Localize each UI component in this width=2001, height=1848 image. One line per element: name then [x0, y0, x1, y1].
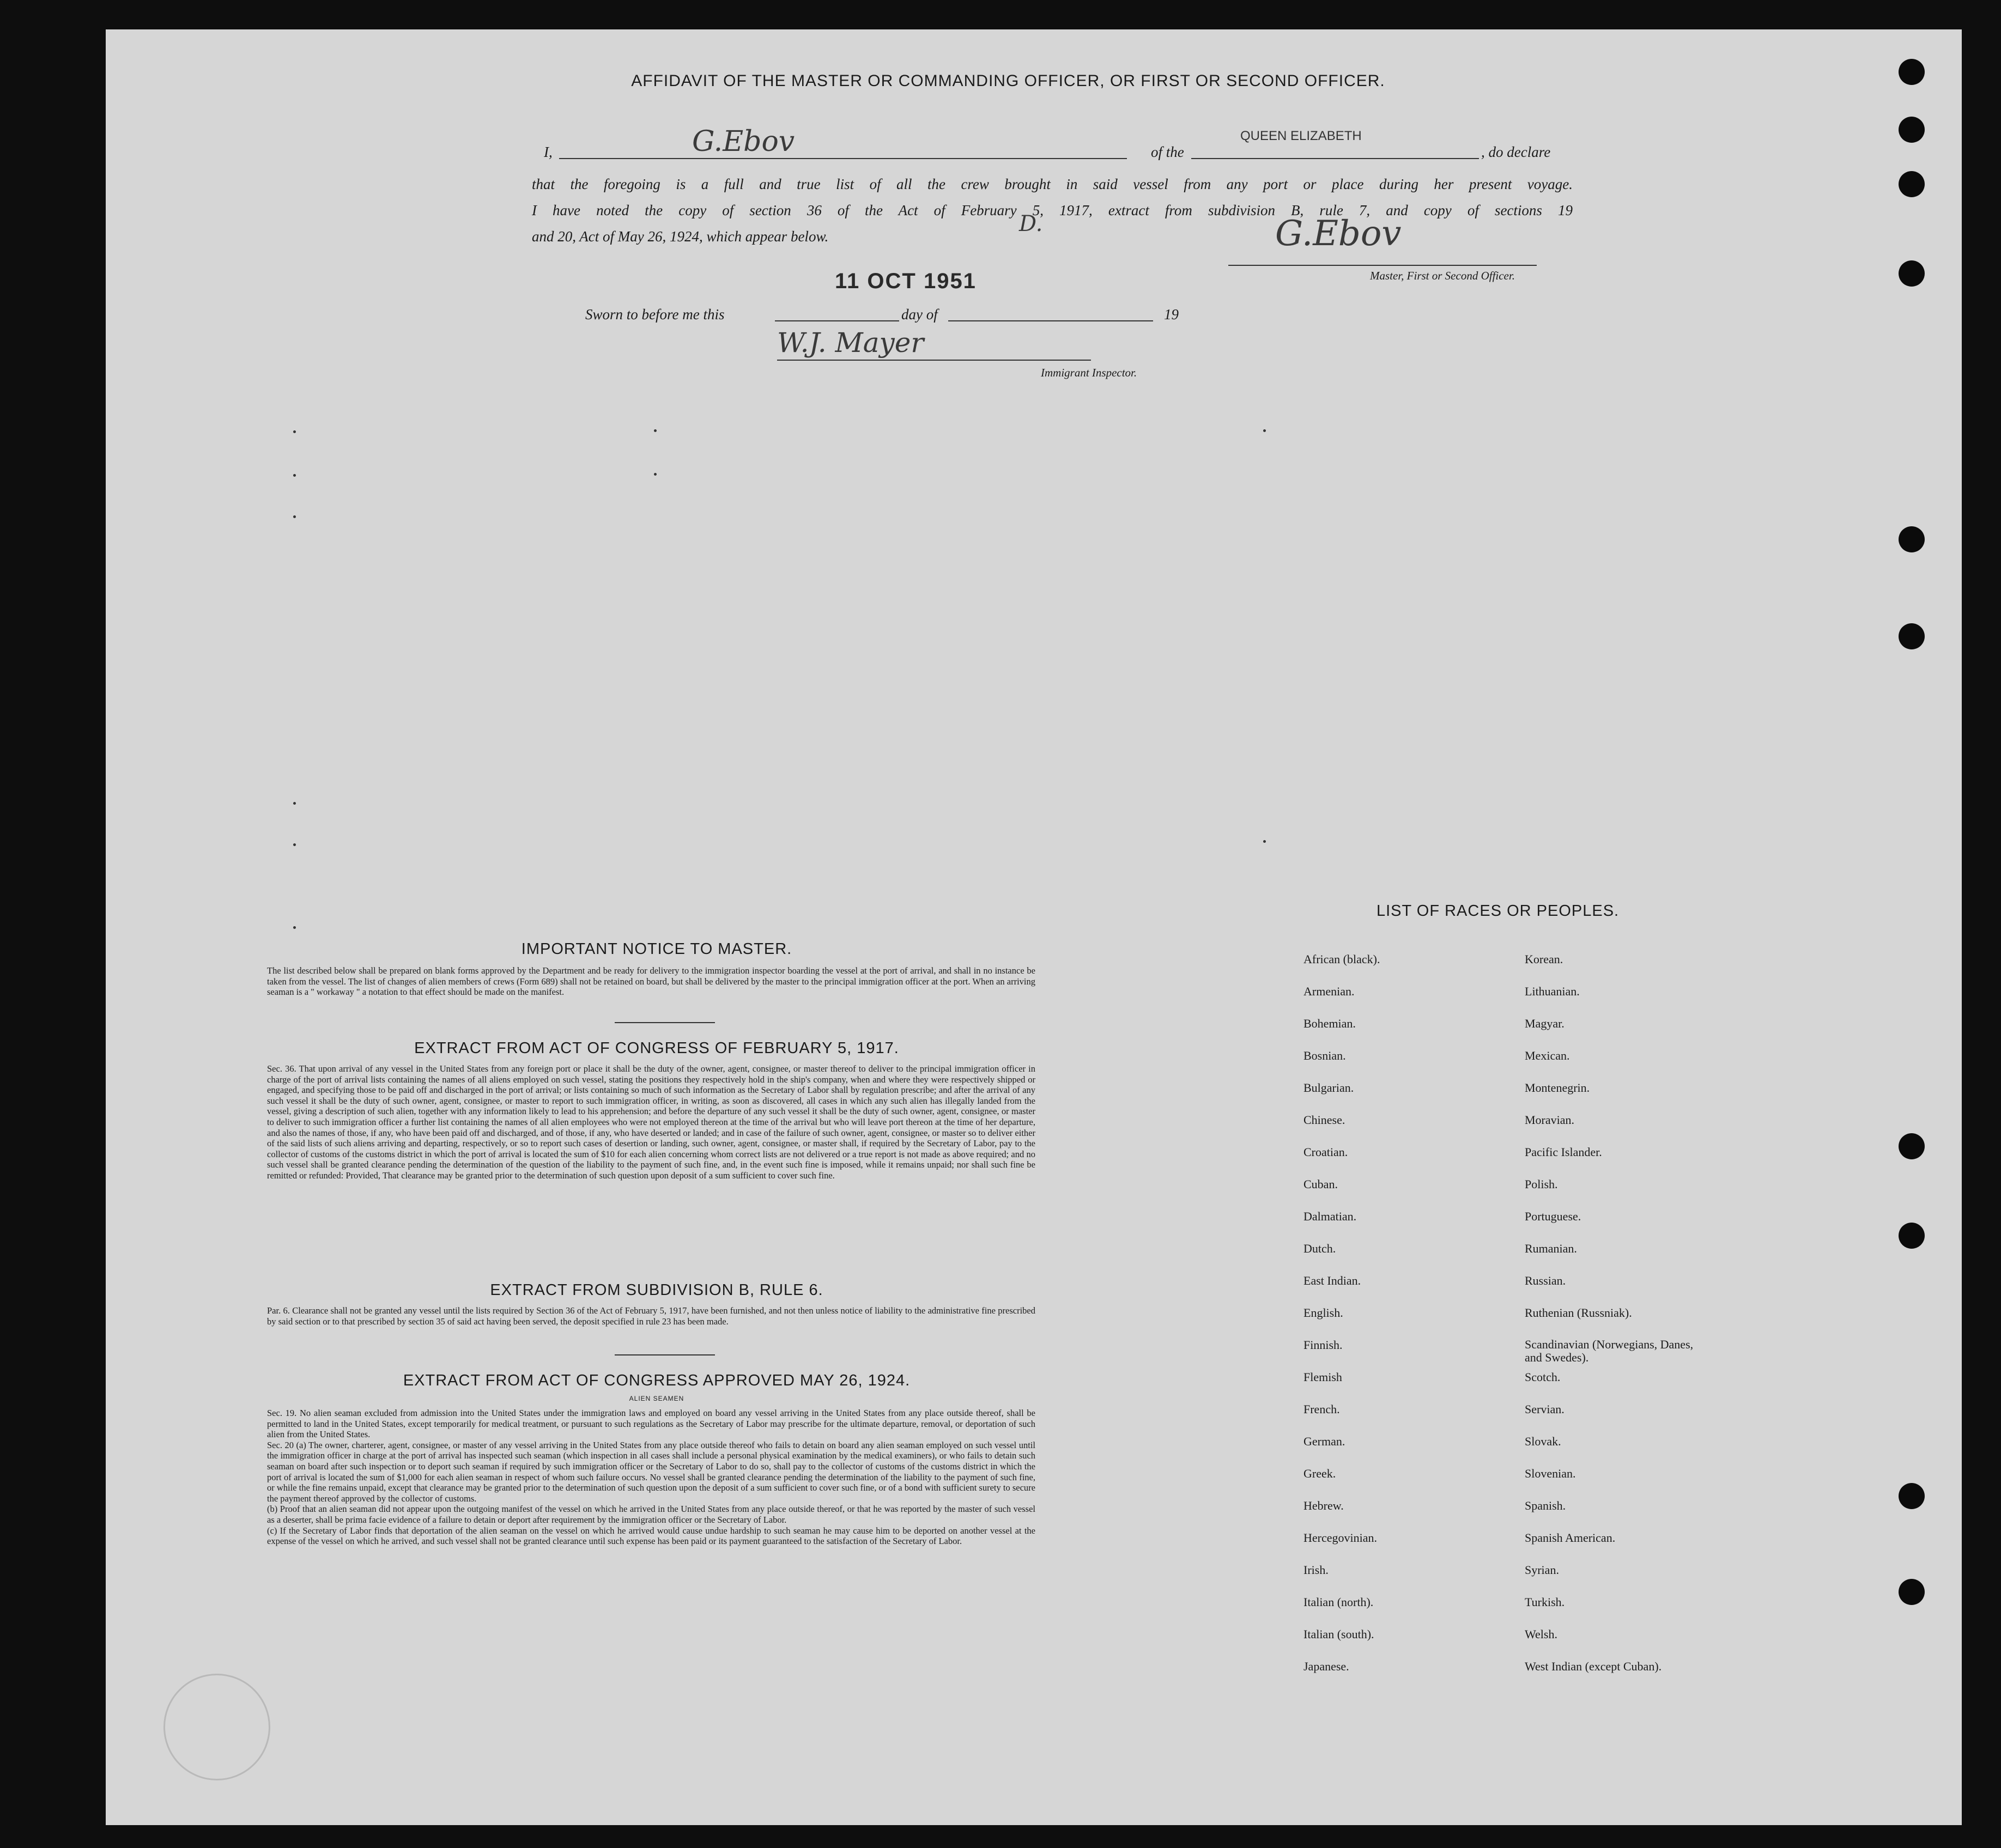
punch-hole — [1899, 260, 1925, 287]
punch-hole — [1899, 1579, 1925, 1605]
year-prefix: 19 — [1164, 306, 1179, 323]
vessel-name-line — [1191, 158, 1479, 159]
race-item: Scotch. — [1525, 1370, 1561, 1384]
affidavit-line-1: that the foregoing is a full and true list of all the crew brought in said vessel from any port or place during her present voyage. — [532, 176, 1573, 192]
punch-hole — [1899, 117, 1925, 143]
race-item: East Indian. — [1303, 1274, 1361, 1287]
race-item: Portuguese. — [1525, 1209, 1581, 1223]
guide-dot — [293, 474, 296, 477]
race-item: Croatian. — [1303, 1145, 1348, 1159]
race-item: Ruthenian (Russniak). — [1525, 1306, 1632, 1320]
affidavit-i: I, — [544, 144, 553, 160]
notice-heading: IMPORTANT NOTICE TO MASTER. — [521, 940, 792, 958]
day-of-label: day of — [901, 306, 938, 323]
affidavit-line-2: I have noted the copy of section 36 of the Act of February 5, 1917, extract from subdivision B, rule 7, and copy of sections 19 — [532, 202, 1573, 218]
race-item: Japanese. — [1303, 1659, 1349, 1673]
race-item: Bosnian. — [1303, 1049, 1346, 1062]
act-1924-sec20b: (b) Proof that an alien seaman did not appear upon the outgoing manifest of the vessel on which he arrived in the United States from any place outside thereof, or that he was reported by the master of such vessel as a deserter, shall be prima facie evidence of a failure to detain or deport after requirement by the immigration officer or the Secretary of Labor. — [267, 1504, 1035, 1525]
race-item: Slovenian. — [1525, 1467, 1576, 1480]
officer-signature: G.Ebov — [1275, 214, 1402, 254]
punch-hole — [1899, 59, 1925, 85]
affidavit-line-3: and 20, Act of May 26, 1924, which appear below. — [532, 228, 829, 245]
act-1924-sec20a: Sec. 20 (a) The owner, charterer, agent, consignee, or master of any vessel arriving in the United States from any place outside thereof who fails to detain on board any alien seaman employed on such vessel until the immigration officer in charge at the port of arrival has inspected such seaman (which inspection in all cases shall include a personal physical examination by the medical examiners), or who fails to detain such seaman on board after such inspection or to deport such seaman if required by such immigration officer or the Secretary of Labor to do so, shall pay to the collector of customs of the customs district in which the port of arrival is located the sum of $1,000 for each alien seaman in respect of whom such failure occurs. No vessel shall be granted clearance pending the determination of the liability to the payment of such fine, or while the fine remains unpaid, except that clearance may be granted prior to the determination of such question upon the deposit of a sum sufficient to cover such fine, or of a bond with sufficient surety to secure the payment thereof approved by the collector of customs. — [267, 1439, 1035, 1504]
race-item: Flemish — [1303, 1370, 1342, 1384]
race-item: English. — [1303, 1306, 1343, 1320]
guide-dot — [1263, 429, 1266, 432]
race-item: Italian (north). — [1303, 1595, 1374, 1609]
subdivision-heading: EXTRACT FROM SUBDIVISION B, RULE 6. — [490, 1281, 823, 1299]
race-item: Magyar. — [1525, 1017, 1565, 1030]
race-item: Bulgarian. — [1303, 1081, 1354, 1095]
race-item: Rumanian. — [1525, 1242, 1577, 1255]
master-signature: G.Ebov — [692, 125, 795, 158]
inspector-caption: Immigrant Inspector. — [1041, 366, 1137, 379]
punch-hole — [1899, 623, 1925, 649]
guide-dot — [654, 429, 657, 432]
race-item: Slovak. — [1525, 1434, 1561, 1448]
punch-hole — [1899, 171, 1925, 197]
race-item: Finnish. — [1303, 1338, 1343, 1352]
sworn-label: Sworn to before me this — [585, 306, 725, 323]
race-item: African (black). — [1303, 952, 1380, 966]
race-item: Dutch. — [1303, 1242, 1336, 1255]
act-1917-heading: EXTRACT FROM ACT OF CONGRESS OF FEBRUARY 5, 1917. — [414, 1040, 899, 1057]
punch-hole — [1899, 526, 1925, 552]
sworn-month-line — [948, 320, 1153, 321]
officer-caption: Master, First or Second Officer. — [1370, 269, 1515, 282]
subdivision-text: Par. 6. Clearance shall not be granted any vessel until the lists required by Section 36 of the Act of February 5, 1917, have been furnished, and not then unless notice of liability to the administrative fine prescribed by said section or to that prescribed by section 35 of said act having been served, the deposit specified in rule 23 has been made. — [267, 1305, 1035, 1327]
punch-hole — [1899, 1483, 1925, 1509]
race-item: Hercegovinian. — [1303, 1531, 1377, 1545]
race-item: Pacific Islander. — [1525, 1145, 1602, 1159]
race-item: Servian. — [1525, 1402, 1565, 1416]
guide-dot — [293, 430, 296, 433]
guide-dot — [293, 926, 296, 929]
race-item: West Indian (except Cuban). — [1525, 1659, 1662, 1673]
race-item: French. — [1303, 1402, 1340, 1416]
master-name-line — [559, 158, 1127, 159]
race-item: Scandinavian (Norwegians, Danes, and Swedes). — [1525, 1338, 1694, 1364]
race-item: Irish. — [1303, 1563, 1329, 1577]
notice-text: The list described below shall be prepared on blank forms approved by the Department and be ready for delivery to the immigration inspector boarding the vessel at the port of arrival, and shall in no instance be taken from the vessel. The list of changes of alien members of crews (Form 689) shall not be retained on board, but shall be delivered by the master to the principal immigration officer at the port. When an arriving seaman is a " workaway " a notation to that effect should be made on the manifest. — [267, 965, 1035, 998]
punch-hole — [1899, 1223, 1925, 1249]
divider — [615, 1022, 715, 1023]
faint-seal — [163, 1674, 270, 1780]
race-item: Armenian. — [1303, 984, 1355, 998]
divider — [615, 1354, 715, 1355]
initials-mark: D. — [1019, 211, 1043, 236]
race-item: Russian. — [1525, 1274, 1566, 1287]
affidavit-body — [532, 171, 1573, 250]
officer-signature-line — [1228, 265, 1537, 266]
race-item: Dalmatian. — [1303, 1209, 1357, 1223]
race-item: Hebrew. — [1303, 1499, 1344, 1512]
races-heading: LIST OF RACES OR PEOPLES. — [1377, 902, 1620, 920]
act-1917-text: Sec. 36. That upon arrival of any vessel in the United States from any foreign port or place it shall be the duty of the owner, agent, consignee, or master thereof to deliver to the principal immigration officer in charge of the port of arrival lists containing the names of all aliens employed on such vessel, stating the positions they respectively hold in the ship's company, when and where they were respectively shipped or engaged, and specifying those to be paid off and discharged in the port of arrival; or lists containing so much of such information as the Secretary of Labor shall by regulation prescribe; and after the arrival of any such vessel it shall be the duty of such owner, agent, consignee, or master to report to such immigration officer, in writing, as soon as discovered, all cases in which any such alien has illegally landed from the vessel, giving a description of such alien, together with any information likely to lead to his apprehension; and before the departure of any such vessel it shall be the duty of such owner, agent, consignee, or master to deliver to such immigration officer a further list containing the names of all alien employees who were not employed thereon at the time of the arrival but who will leave port thereon at the time of her departure, and also the names of those, if any, who have been paid off and discharged, and of those, if any, who have deserted or landed; and in case of the failure of such owner, agent, consignee, or master so to deliver either of the said lists of such aliens arriving and departing, respectively, or so to report such cases of desertion or landing, such owner, agent, consignee, or master shall, if required by the Secretary of Labor, pay to the collector of customs of the customs district in which the port of arrival is located the sum of $10 for each alien concerning whom correct lists are not delivered or a true report is not made as above required; and no such vessel shall be granted clearance pending the determination of the question of the liability to the payment of such fine, and, in the event such fine is imposed, while it remains unpaid; nor shall such fine be remitted or refunded: Provided, That clearance may be granted prior to the determination of such question upon deposit of a sum sufficient to cover such fine. — [267, 1063, 1035, 1181]
punch-hole — [1899, 1133, 1925, 1159]
race-item: Moravian. — [1525, 1113, 1575, 1127]
guide-dot — [1263, 840, 1266, 843]
sworn-day-line — [775, 320, 899, 321]
race-item: Welsh. — [1525, 1627, 1557, 1641]
race-item: Montenegrin. — [1525, 1081, 1590, 1095]
guide-dot — [293, 515, 296, 518]
race-item: Greek. — [1303, 1467, 1336, 1480]
race-item: Chinese. — [1303, 1113, 1345, 1127]
date-stamp: 11 OCT 1951 — [835, 269, 977, 293]
vessel-name-stamp: QUEEN ELIZABETH — [1240, 129, 1362, 143]
race-item: Mexican. — [1525, 1049, 1570, 1062]
race-item: Bohemian. — [1303, 1017, 1356, 1030]
act-1924-text — [267, 1408, 1035, 1547]
race-item: Turkish. — [1525, 1595, 1565, 1609]
race-item: Italian (south). — [1303, 1627, 1374, 1641]
race-item: Lithuanian. — [1525, 984, 1580, 998]
race-item: Syrian. — [1525, 1563, 1559, 1577]
guide-dot — [293, 843, 296, 846]
race-item: Cuban. — [1303, 1177, 1338, 1191]
guide-dot — [654, 473, 657, 476]
affidavit-do-declare: , do declare — [1481, 144, 1551, 160]
affidavit-of-the: of the — [1151, 144, 1184, 160]
affidavit-title: AFFIDAVIT OF THE MASTER OR COMMANDING OFFICER, OR FIRST OR SECOND OFFICER. — [631, 72, 1385, 90]
race-item: Spanish. — [1525, 1499, 1566, 1512]
act-1924-sec19: Sec. 19. No alien seaman excluded from admission into the United States under the immigration laws and employed on board any vessel arriving in the United States from any place outside thereof, shall be permitted to land in the United States, except temporarily for medical treatment, or pursuant to such regulations as the Secretary of Labor may prescribe for the ultimate departure, removal, or deportation of such alien from the United States. — [267, 1408, 1035, 1440]
race-item: German. — [1303, 1434, 1345, 1448]
act-1924-subheading: ALIEN SEAMEN — [629, 1395, 684, 1402]
act-1924-heading: EXTRACT FROM ACT OF CONGRESS APPROVED MAY 26, 1924. — [403, 1372, 911, 1389]
document-page — [106, 29, 1962, 1825]
race-item: Spanish American. — [1525, 1531, 1616, 1545]
act-1924-sec20c: (c) If the Secretary of Labor finds that deportation of the alien seaman on the vessel on which he arrived would cause undue hardship to such seaman he may cause him to be deported on another vessel at the expense of the vessel on which he arrived, and such vessel shall not be granted clearance until such expense has been paid or its payment guaranteed to the satisfaction of the Secretary of Labor. — [267, 1525, 1035, 1547]
guide-dot — [293, 802, 296, 805]
race-item: Polish. — [1525, 1177, 1558, 1191]
inspector-signature: W.J. Mayer — [777, 327, 924, 358]
inspector-signature-line — [777, 360, 1091, 361]
race-item: Korean. — [1525, 952, 1563, 966]
